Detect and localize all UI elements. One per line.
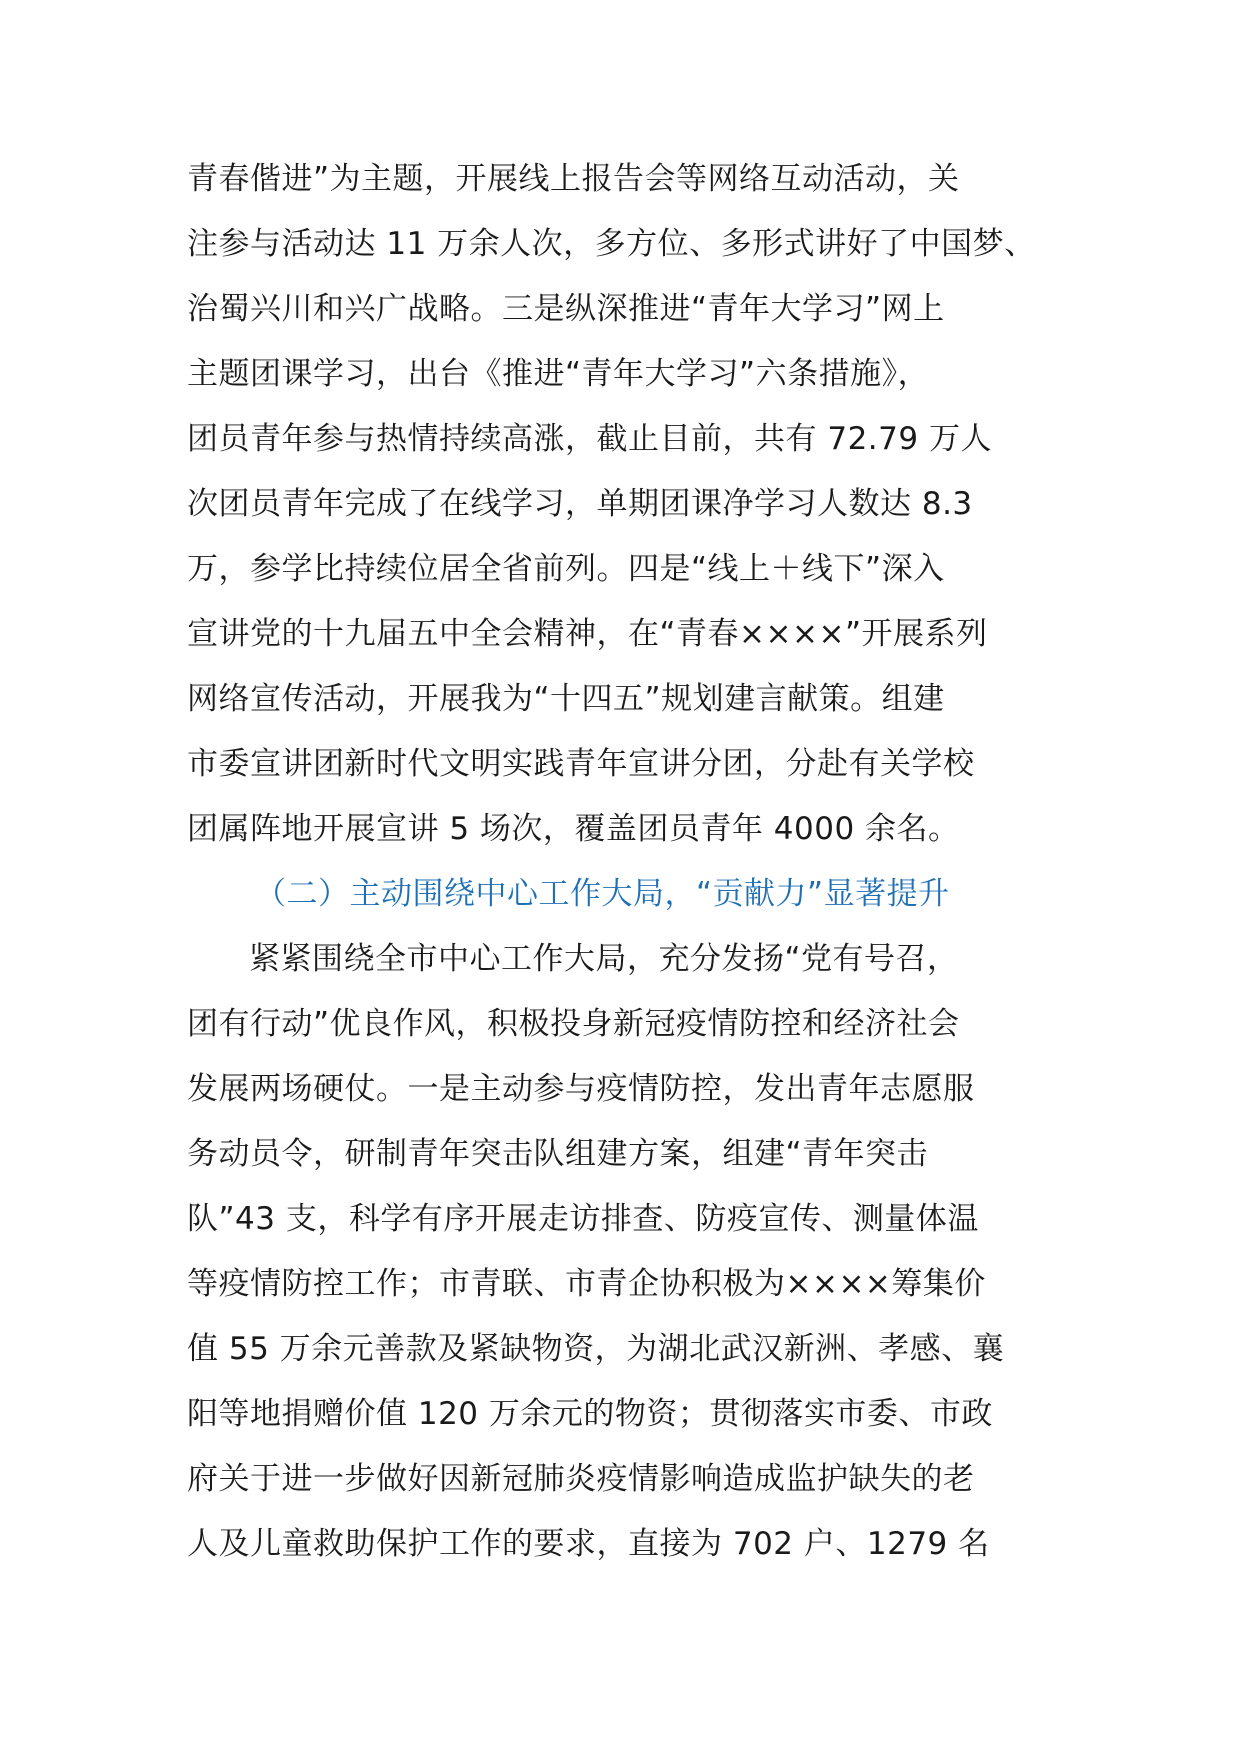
document-body <box>187 147 1067 1577</box>
text-line: 发展两场硬仗。一是主动参与疫情防控，发出青年志愿服 <box>187 1071 975 1107</box>
text-line: 次团员青年完成了在线学习，单期团课净学习人数达 8.3 <box>187 486 973 522</box>
text-line: 注参与活动达 11 万余人次，多方位、多形式讲好了中国梦、 <box>187 226 1036 262</box>
text-line: 等疫情防控工作；市青联、市青企协积极为××××筹集价 <box>187 1266 986 1302</box>
text-line: 紧紧围绕全市中心工作大局，充分发扬“党有号召， <box>249 941 959 977</box>
text-line: 阳等地捐赠价值 120 万余元的物资；贯彻落实市委、市政 <box>187 1396 993 1432</box>
text-line: 团员青年参与热情持续高涨，截止目前，共有 72.79 万人 <box>187 421 992 457</box>
text-line: 团有行动”优良作风，积极投身新冠疫情防控和经济社会 <box>187 1006 960 1042</box>
text-line: 宣讲党的十九届五中全会精神，在“青春××××”开展系列 <box>187 616 988 652</box>
text-line: 市委宣讲团新时代文明实践青年宣讲分团，分赴有关学校 <box>187 746 975 782</box>
text-line: 值 55 万余元善款及紧缺物资，为湖北武汉新洲、孝感、襄 <box>187 1331 1005 1367</box>
text-line: 队”43 支，科学有序开展走访排查、防疫宣传、测量体温 <box>187 1201 979 1237</box>
text-line: 务动员令，研制青年突击队组建方案，组建“青年突击 <box>187 1136 929 1172</box>
text-line: 府关于进一步做好因新冠肺炎疫情影响造成监护缺失的老 <box>187 1461 975 1497</box>
text-line: 万，参学比持续位居全省前列。四是“线上＋线下”深入 <box>187 551 945 587</box>
text-line: 团属阵地开展宣讲 5 场次，覆盖团员青年 4000 余名。 <box>187 811 960 847</box>
paragraph-1 <box>187 147 1067 862</box>
section-heading: （二）主动围绕中心工作大局，“贡献力”显著提升 <box>255 876 950 912</box>
text-line: 青春偕进”为主题，开展线上报告会等网络互动活动，关 <box>187 161 960 197</box>
text-line: 治蜀兴川和兴广战略。三是纵深推进“青年大学习”网上 <box>187 291 945 327</box>
text-line: 网络宣传活动，开展我为“十四五”规划建言献策。组建 <box>187 681 945 717</box>
text-line: 人及儿童救助保护工作的要求，直接为 702 户、1279 名 <box>187 1526 990 1562</box>
text-line: 主题团课学习，出台《推进“青年大学习”六条措施》， <box>187 356 930 392</box>
paragraph-2 <box>187 927 1067 1577</box>
